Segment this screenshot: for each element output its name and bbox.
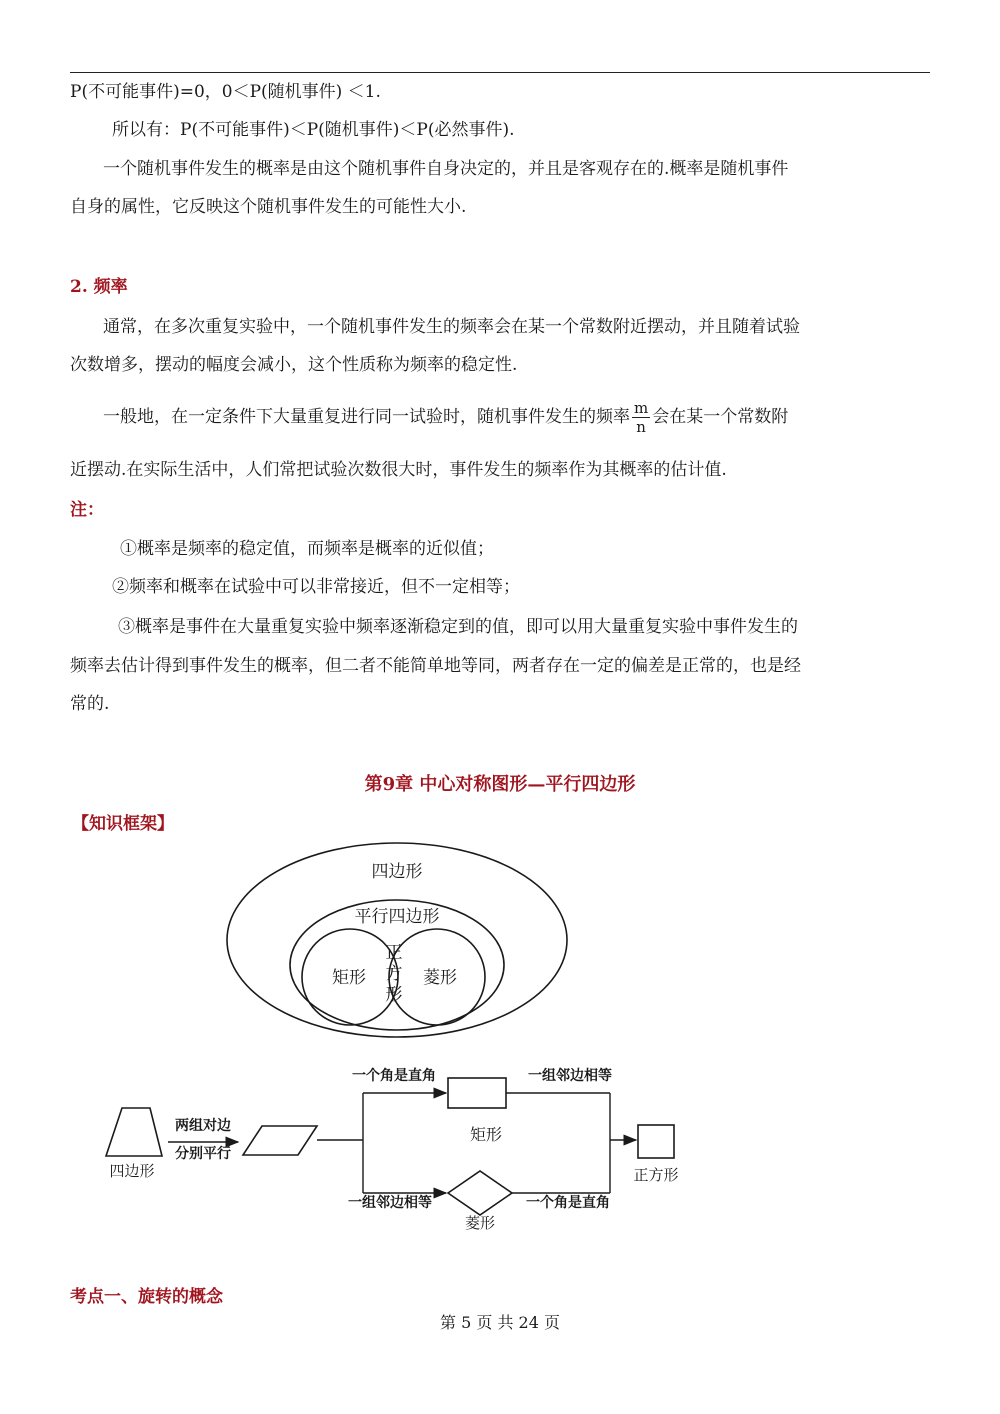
venn-label-square-2: 方 [385,964,403,984]
rhombus-shape [448,1171,512,1215]
flow-label-rectangle: 矩形 [469,1125,503,1144]
venn-label-rhombus: 菱形 [423,968,457,988]
flow-label-adjacent-equal-top: 一组邻边相等 [528,1068,612,1084]
flow-label-adjacent-equal-bottom: 一组邻边相等 [348,1195,432,1211]
paragraph-impossible-event: P(不可能事件)=0，0＜P(随机事件) ＜1. [70,82,381,102]
quadrilateral-shape [106,1108,162,1156]
flow-label-both-pairs-2: 分别平行 [175,1146,231,1162]
note-item-3-end: 常的. [70,694,110,714]
knowledge-framework-label: 【知识框架】 [72,814,174,834]
flow-label-right-angle-top: 一个角是直角 [352,1068,436,1084]
section-heading-frequency: 2. 频率 [70,277,128,297]
note-item-1: ①概率是频率的稳定值，而频率是概率的近似值； [120,539,494,559]
venn-label-quadrilateral: 四边形 [371,862,423,882]
frequency-2-post: 会在某一个常数附 [652,407,789,427]
note-item-2: ②频率和概率在试验中可以非常接近，但不一定相等； [112,577,520,597]
venn-label-parallelogram: 平行四边形 [354,907,440,927]
exam-point-heading: 考点一、旋转的概念 [70,1287,223,1307]
paragraph-frequency-1: 通常，在多次重复实验中，一个随机事件发生的频率会在某一个常数附近摆动，并且随着试验 [103,317,800,337]
square-shape [638,1125,674,1158]
paragraph-probability-intro: 一个随机事件发生的概率是由这个随机事件自身决定的，并且是客观存在的.概率是随机事件 [103,159,789,179]
flow-label-both-pairs-1: 两组对边 [175,1118,231,1134]
venn-label-square-1: 正 [385,943,403,963]
paragraph-so-we-have: 所以有：P(不可能事件)＜P(随机事件)＜P(必然事件). [112,120,515,140]
rectangle-shape [448,1078,506,1108]
flow-label-square: 正方形 [633,1166,679,1184]
venn-label-square-3: 形 [385,985,403,1005]
parallelogram-shape [243,1126,317,1155]
fraction-numerator: m [634,399,649,417]
note-heading: 注： [70,500,104,520]
frequency-2-pre: 一般地，在一定条件下大量重复进行同一试验时，随机事件发生的频率 [103,407,630,427]
paragraph-frequency-1-cont: 次数增多，摆动的幅度会减小，这个性质称为频率的稳定性. [70,355,518,375]
paragraph-frequency-2-cont: 近摆动.在实际生活中，人们常把试验次数很大时，事件发生的频率作为其概率的估计值. [70,460,727,480]
paragraph-probability-cont: 自身的属性，它反映这个随机事件发生的可能性大小. [70,197,467,217]
knowledge-diagram [0,840,1000,1240]
note-item-3: ③概率是事件在大量重复实验中频率逐渐稳定到的值，即可以用大量重复实验中事件发生的 [118,617,798,637]
flow-label-right-angle-bottom: 一个角是直角 [526,1195,610,1211]
fraction-denominator: n [636,418,646,436]
flow-label-rhombus: 菱形 [464,1214,496,1232]
page-footer: 第 5 页 共 24 页 [440,1313,560,1332]
top-rule [70,72,930,73]
note-item-3-cont: 频率去估计得到事件发生的概率，但二者不能简单地等同，两者存在一定的偏差是正常的，也是经 [70,656,801,676]
paragraph-frequency-2 [103,395,973,439]
chapter-title: 第9章 中心对称图形—平行四边形 [364,774,636,795]
flow-label-quadrilateral: 四边形 [109,1162,155,1180]
fraction-m-over-n [632,399,650,436]
venn-label-rectangle: 矩形 [332,968,366,988]
